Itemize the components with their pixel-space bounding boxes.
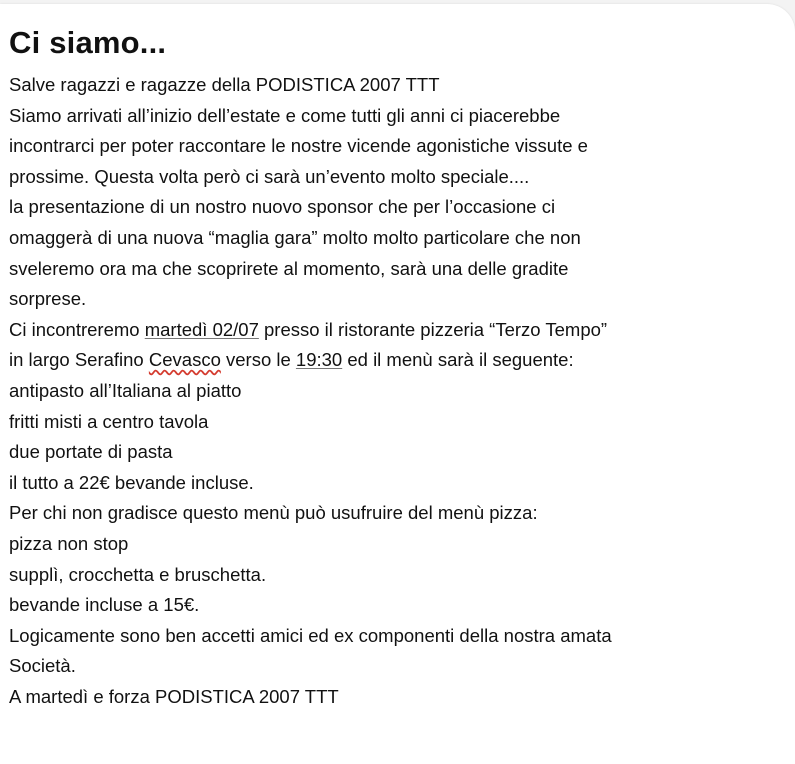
note-line-2: Siamo arrivati all’inizio dell’estate e come tutti gli anni ci piacerebbe xyxy=(9,104,561,126)
line-9-text-end: presso il ristorante pizzeria “Terzo Tempo” xyxy=(258,318,608,340)
note-line-16: pizza non stop xyxy=(9,532,129,554)
note-card[interactable] xyxy=(0,4,795,764)
note-text[interactable] xyxy=(9,70,784,712)
line-10-text-start: in largo Serafino xyxy=(9,349,149,371)
note-line-12: fritti misti a centro tavola xyxy=(9,410,209,432)
note-line-20: Società. xyxy=(9,655,76,677)
line-10-text-middle: verso le xyxy=(220,349,296,371)
date-link[interactable]: martedì 02/07 xyxy=(144,318,259,340)
note-body[interactable] xyxy=(9,24,784,712)
line-9-text-start: Ci incontreremo xyxy=(9,318,145,340)
note-line-17: supplì, crocchetta e bruschetta. xyxy=(9,563,267,585)
note-line-11: antipasto all’Italiana al piatto xyxy=(9,379,242,401)
note-line-1: Salve ragazzi e ragazze della PODISTICA 2007 TTT xyxy=(9,74,440,95)
note-line-6: omaggerà di una nuova “maglia gara” molto molto particolare che non xyxy=(9,226,581,248)
note-line-10 xyxy=(9,345,784,376)
note-line-19: Logicamente sono ben accetti amici ed ex componenti della nostra amata xyxy=(9,624,612,646)
time-link[interactable]: 19:30 xyxy=(295,349,343,371)
note-line-4: prossime. Questa volta però ci sarà un’evento molto speciale.... xyxy=(9,165,530,187)
note-title: Ci siamo... xyxy=(9,25,167,60)
line-10-text-end: ed il menù sarà il seguente: xyxy=(342,349,574,371)
note-line-9 xyxy=(9,315,784,346)
misspelled-word[interactable]: Cevasco xyxy=(148,349,221,371)
note-line-18: bevande incluse a 15€. xyxy=(9,594,200,616)
note-line-8: sorprese. xyxy=(9,288,87,310)
note-line-3: incontrarci per poter raccontare le nostre vicende agonistiche vissute e xyxy=(9,135,588,157)
note-line-5: la presentazione di un nostro nuovo sponsor che per l’occasione ci xyxy=(9,196,556,218)
note-line-15: Per chi non gradisce questo menù può usufruire del menù pizza: xyxy=(9,502,538,524)
note-line-21: A martedì e forza PODISTICA 2007 TTT xyxy=(9,685,339,707)
note-line-7: sveleremo ora ma che scoprirete al momento, sarà una delle gradite xyxy=(9,257,569,279)
note-line-13: due portate di pasta xyxy=(9,441,173,463)
note-line-14: il tutto a 22€ bevande incluse. xyxy=(9,471,254,493)
